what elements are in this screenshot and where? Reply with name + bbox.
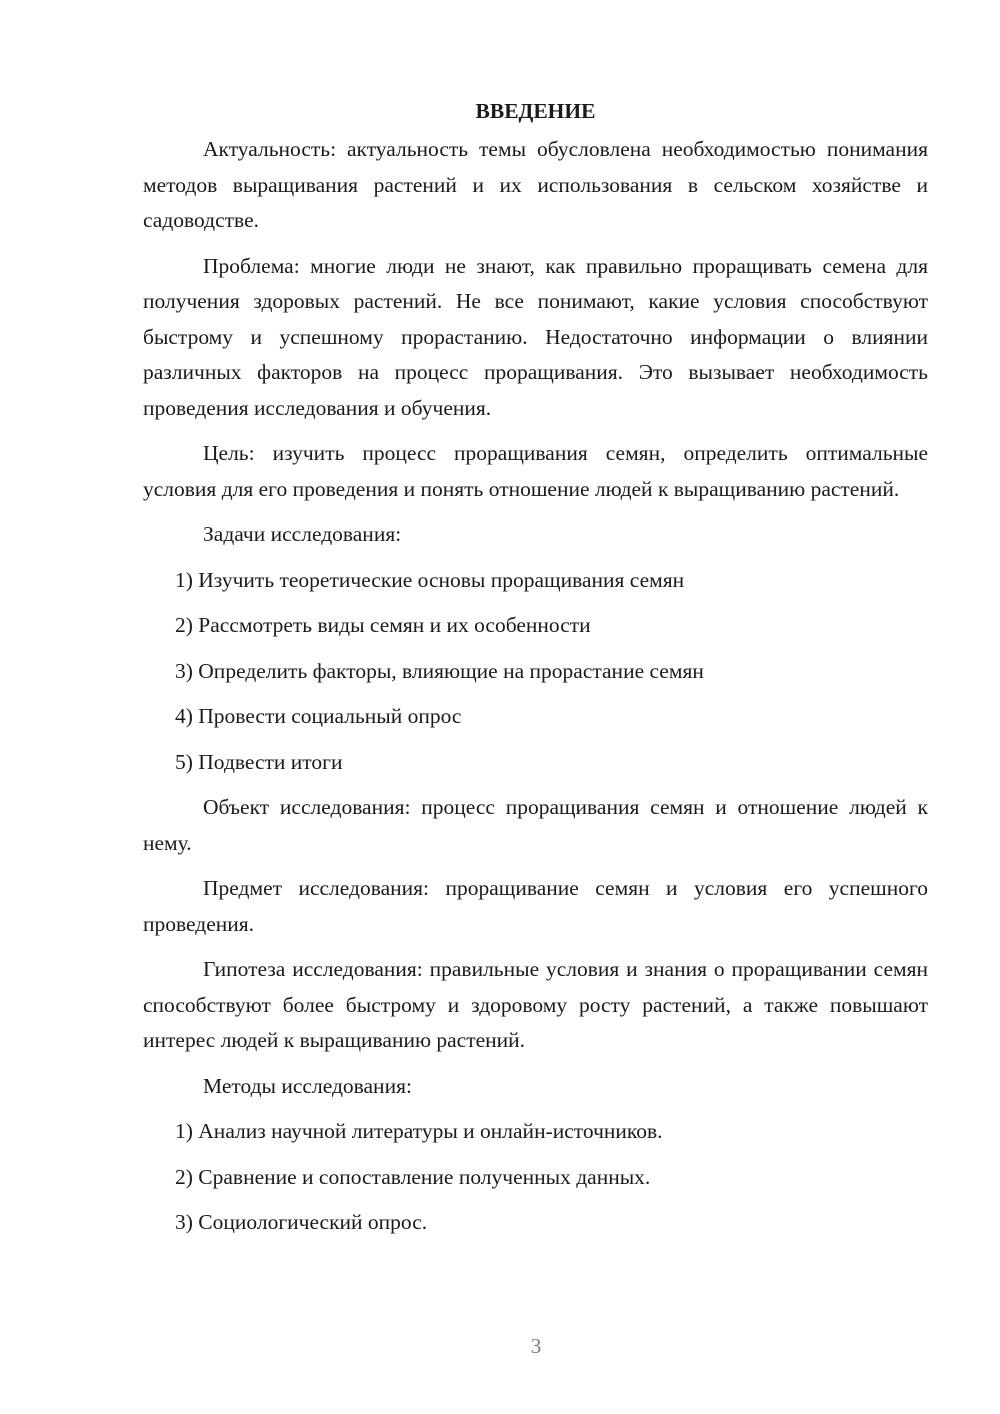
task-item: 4) Провести социальный опрос xyxy=(175,704,462,728)
paragraph-object: Объект исследования: процесс проращивания семян и отношение людей к нему. xyxy=(143,795,928,855)
tasks-title: Задачи исследования: xyxy=(203,522,402,546)
paragraph-relevance: Актуальность: актуальность темы обусловлена необходимостью понимания методов выращивания растений и их использования в сельском хозяйстве и садоводстве. xyxy=(143,137,928,232)
page-title: ВВЕДЕНИЕ xyxy=(475,99,596,123)
task-item: 1) Изучить теоретические основы проращивания семян xyxy=(175,567,685,592)
task-item: 2) Рассмотреть виды семян и их особенности xyxy=(175,613,591,637)
page-content xyxy=(143,96,928,1251)
method-item: 1) Анализ научной литературы и онлайн-источников. xyxy=(175,1119,663,1143)
method-item: 2) Сравнение и сопоставление полученных данных. xyxy=(175,1164,651,1189)
paragraph-subject: Предмет исследования: проращивание семян и условия его успешного проведения. xyxy=(143,876,928,936)
paragraph-hypothesis: Гипотеза исследования: правильные условия и знания о проращивании семян способствуют более быстрому и здоровому росту растений, а также повышают интерес людей к выращиванию растений. xyxy=(143,957,928,1052)
task-item: 3) Определить факторы, влияющие на прорастание семян xyxy=(175,658,704,683)
page-number: 3 xyxy=(530,1334,542,1358)
paragraph-problem: Проблема: многие люди не знают, как правильно проращивать семена для получения здоровых растений. Не все понимают, какие условия способствуют быстрому и успешному прорастанию. Недостаточно информации о влиянии различных факторов на процесс проращивания. Это вызывает необходимость проведения исследования и обучения. xyxy=(143,253,928,420)
method-item: 3) Социологический опрос. xyxy=(175,1210,428,1234)
paragraph-goal: Цель: изучить процесс проращивания семян, определить оптимальные условия для его проведения и понять отношение людей к выращиванию растений. xyxy=(143,441,928,501)
methods-title: Методы исследования: xyxy=(203,1073,412,1098)
task-item: 5) Подвести итоги xyxy=(175,749,343,774)
